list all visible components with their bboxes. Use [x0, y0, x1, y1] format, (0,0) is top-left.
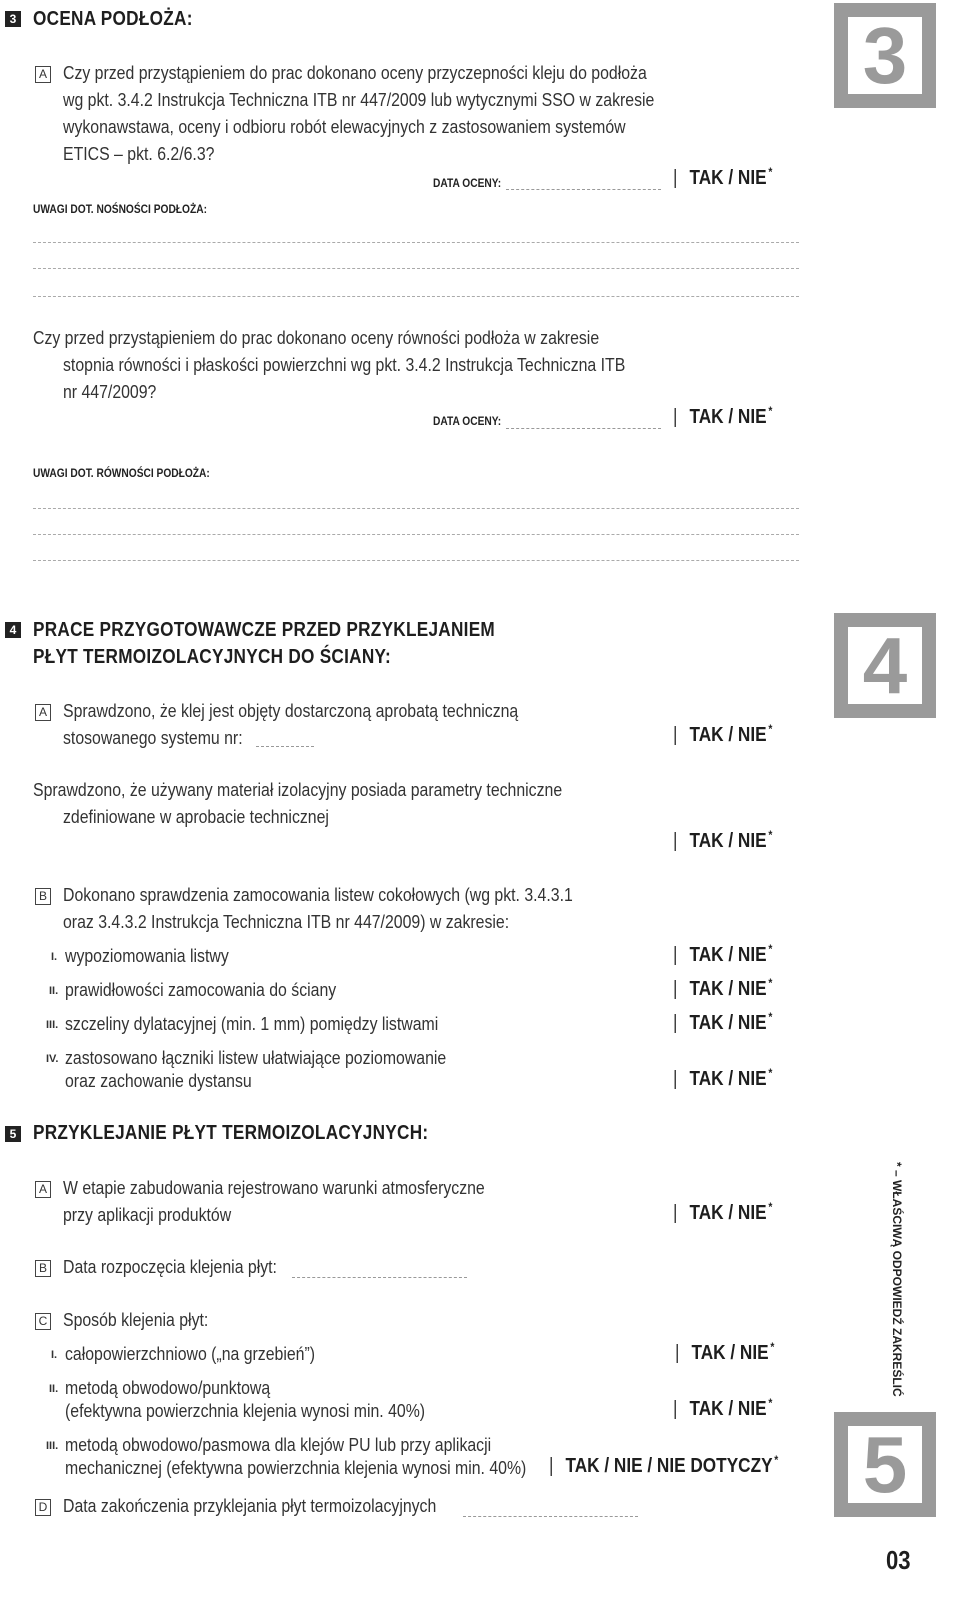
answer-text: TAK / NIE: [689, 406, 767, 428]
subitem-answer[interactable]: | TAK / NIE *: [673, 1396, 773, 1420]
section-5-badge: 5: [5, 1126, 21, 1142]
item-3a-line-2: wg pkt. 3.4.2 Instrukcja Techniczna ITB nr 447/2009 lub wytycznymi SSO w zakresie: [63, 90, 655, 110]
item-5a-letter: A: [35, 1181, 51, 1198]
remarks-line[interactable]: [33, 296, 799, 297]
subitem-roman: II.: [49, 1383, 59, 1395]
item-5a-line-2: przy aplikacji produktów: [63, 1205, 232, 1225]
item-5c-text: Sposób klejenia płyt:: [63, 1310, 209, 1330]
item-5b-letter: B: [35, 1260, 51, 1277]
section-3-title: OCENA PODŁOŻA:: [33, 8, 193, 30]
subitem-text: szczeliny dylatacyjnej (min. 1 mm) pomiędzy listwami: [65, 1014, 439, 1034]
item-5b-text: Data rozpoczęcia klejenia płyt:: [63, 1257, 277, 1277]
section-3-big-number: 3: [834, 3, 936, 108]
side-note: * – WŁAŚCIWĄ ODPOWIEDŹ ZAKREŚLIĆ: [890, 1162, 904, 1397]
end-date-field[interactable]: [463, 1516, 638, 1517]
subitem-text: wypoziomowania listwy: [65, 946, 229, 966]
section-4-badge: 4: [5, 622, 21, 638]
subitem-text-2: mechanicznej (efektywna powierzchnia klejenia wynosi min. 40%): [65, 1458, 527, 1478]
section-4-title-line-1: PRACE PRZYGOTOWAWCZE PRZED PRZYKLEJANIEM: [33, 619, 496, 641]
subitem-text: metodą obwodowo/pasmowa dla klejów PU lub przy aplikacji: [65, 1435, 492, 1455]
page-number: 03: [886, 1545, 911, 1575]
item-4a-answer[interactable]: | TAK / NIE *: [673, 722, 773, 746]
answer-text: TAK / NIE: [689, 1398, 767, 1420]
item-3a-date-label: DATA OCENY:: [433, 176, 502, 190]
subitem-text: prawidłowości zamocowania do ściany: [65, 980, 337, 1000]
item-3b-line-2: stopnia równości i płaskości powierzchni wg pkt. 3.4.2 Instrukcja Techniczna ITB: [63, 355, 626, 375]
item-4b-letter: B: [35, 888, 51, 905]
answer-text: TAK / NIE: [689, 1012, 767, 1034]
remarks-line[interactable]: [33, 242, 799, 243]
item-5a-answer[interactable]: | TAK / NIE *: [673, 1200, 773, 1224]
subitem-answer[interactable]: | TAK / NIE *: [673, 976, 773, 1000]
answer-text: TAK / NIE: [689, 1202, 767, 1224]
answer-text: TAK / NIE: [689, 724, 767, 746]
subitem-answer[interactable]: | TAK / NIE *: [673, 942, 773, 966]
item-4a2-line-2: zdefiniowane w aprobacie technicznej: [63, 807, 329, 827]
subitem-roman: IV.: [46, 1053, 59, 1065]
item-3a-remarks-label: UWAGI DOT. NOŚNOŚCI PODŁOŻA:: [33, 202, 207, 216]
answer-text: TAK / NIE: [689, 978, 767, 1000]
item-3a-date-field[interactable]: [506, 189, 661, 190]
subitem-roman: II.: [49, 985, 59, 997]
item-4b-line-1: Dokonano sprawdzenia zamocowania listew cokołowych (wg pkt. 3.4.3.1: [63, 885, 573, 905]
answer-text: TAK / NIE: [689, 167, 767, 189]
answer-text: TAK / NIE: [689, 830, 767, 852]
system-number-field[interactable]: [256, 746, 314, 747]
item-3b-line-3: nr 447/2009?: [63, 382, 157, 402]
item-4a-line-1: Sprawdzono, że klej jest objęty dostarczoną aprobatą techniczną: [63, 701, 519, 721]
item-5d-letter: D: [35, 1499, 51, 1516]
start-date-field[interactable]: [292, 1277, 467, 1278]
subitem-text-2: (efektywna powierzchnia klejenia wynosi min. 40%): [65, 1401, 426, 1421]
subitem-roman: III.: [46, 1440, 59, 1452]
answer-text: TAK / NIE / NIE DOTYCZY: [565, 1455, 773, 1477]
answer-text: TAK / NIE: [691, 1342, 769, 1364]
section-4-title-line-2: PŁYT TERMOIZOLACYJNYCH DO ŚCIANY:: [33, 646, 391, 668]
item-3a-answer[interactable]: | TAK / NIE *: [673, 165, 773, 189]
section-4-big-number: 4: [834, 613, 936, 718]
item-3b-line-1: Czy przed przystąpieniem do prac dokonano oceny równości podłoża w zakresie: [33, 328, 600, 348]
item-5c-letter: C: [35, 1313, 51, 1330]
item-3b-answer[interactable]: | TAK / NIE *: [673, 404, 773, 428]
subitem-answer[interactable]: | TAK / NIE *: [673, 1066, 773, 1090]
item-3a-letter: A: [35, 66, 51, 83]
remarks-line[interactable]: [33, 560, 799, 561]
item-3a-line-1: Czy przed przystąpieniem do prac dokonano oceny przyczepności kleju do podłoża: [63, 63, 647, 83]
item-4a-letter: A: [35, 704, 51, 721]
item-4a2-line-1: Sprawdzono, że używany materiał izolacyjny posiada parametry techniczne: [33, 780, 563, 800]
answer-text: TAK / NIE: [689, 1068, 767, 1090]
item-4a2-answer[interactable]: | TAK / NIE *: [673, 828, 773, 852]
remarks-line[interactable]: [33, 268, 799, 269]
subitem-answer[interactable]: | TAK / NIE *: [675, 1340, 775, 1364]
subitem-text: zastosowano łączniki listew ułatwiające poziomowanie: [65, 1048, 447, 1068]
section-5-title: PRZYKLEJANIE PŁYT TERMOIZOLACYJNYCH:: [33, 1122, 429, 1144]
item-4a-line-2: stosowanego systemu nr:: [63, 728, 243, 748]
subitem-roman: III.: [46, 1019, 59, 1031]
subitem-roman: I.: [51, 951, 58, 963]
item-3b-date-label: DATA OCENY:: [433, 414, 502, 428]
subitem-text-2: oraz zachowanie dystansu: [65, 1071, 252, 1091]
item-4b-line-2: oraz 3.4.3.2 Instrukcja Techniczna ITB nr 447/2009) w zakresie:: [63, 912, 510, 932]
subitem-text: całopowierzchniowo („na grzebień”): [65, 1344, 316, 1364]
item-3a-line-4: ETICS – pkt. 6.2/6.3?: [63, 144, 215, 164]
subitem-answer[interactable]: | TAK / NIE / NIE DOTYCZY *: [549, 1453, 779, 1477]
subitem-answer[interactable]: | TAK / NIE *: [673, 1010, 773, 1034]
remarks-line[interactable]: [33, 508, 799, 509]
item-3a-line-3: wykonawstawa, oceny i odbioru robót elewacyjnych z zastosowaniem systemów: [63, 117, 626, 137]
item-3b-remarks-label: UWAGI DOT. RÓWNOŚCI PODŁOŻA:: [33, 466, 210, 480]
subitem-text: metodą obwodowo/punktową: [65, 1378, 271, 1398]
answer-text: TAK / NIE: [689, 944, 767, 966]
remarks-line[interactable]: [33, 534, 799, 535]
section-5-big-number: 5: [834, 1412, 936, 1517]
item-5d-text: Data zakończenia przyklejania płyt termoizolacyjnych: [63, 1496, 437, 1516]
section-3-badge: 3: [5, 11, 21, 27]
subitem-roman: I.: [51, 1349, 58, 1361]
item-5a-line-1: W etapie zabudowania rejestrowano warunki atmosferyczne: [63, 1178, 485, 1198]
item-3b-date-field[interactable]: [506, 428, 661, 429]
